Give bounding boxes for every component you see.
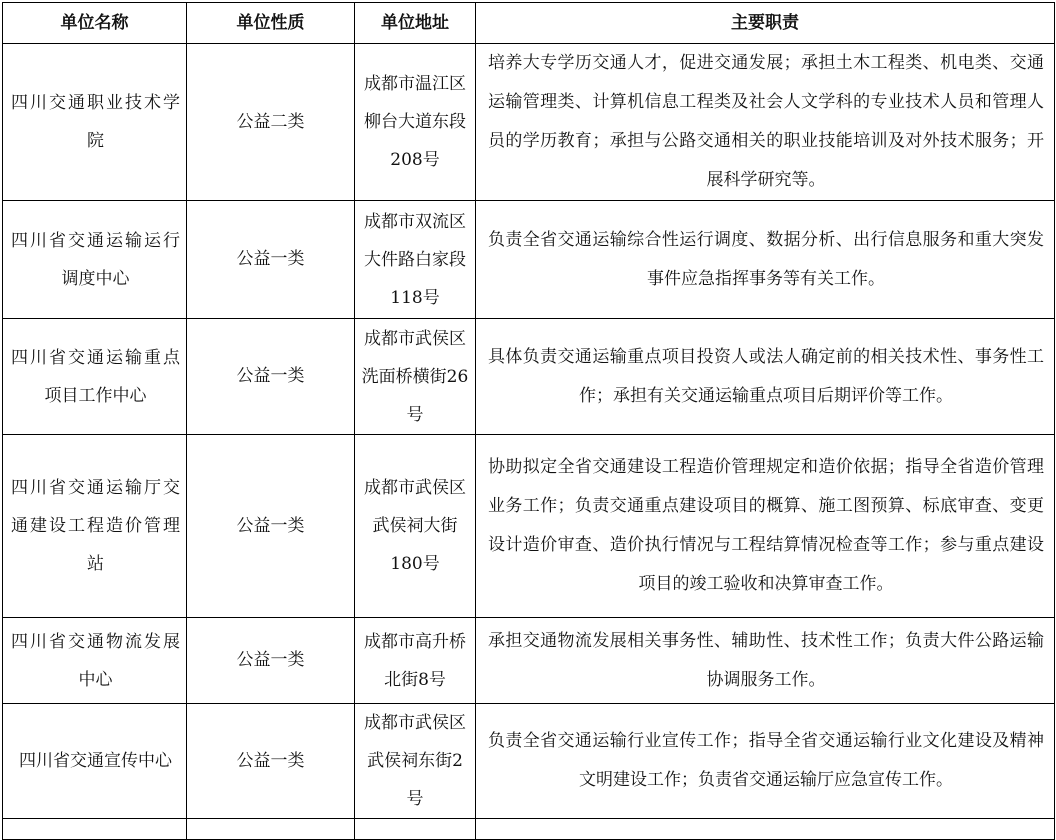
unit-duties: 协助拟定全省交通建设工程造价管理规定和造价依据；指导全省造价管理业务工作；负责交通重点建设项目的概算、施工图预算、标底审查、变更设计造价审查、造价执行情况与工程结算情况检查等工作；参与重点建设项目的竣工验收和决算审查工作。 (476, 435, 1055, 618)
unit-address: 成都市武侯区武侯祠大街180号 (355, 435, 476, 618)
unit-name: 四川交通职业技术学院 (3, 44, 187, 201)
table-row (3, 618, 1055, 704)
units-table (2, 2, 1055, 840)
table-row (3, 201, 1055, 319)
table-row (3, 44, 1055, 201)
header-row (3, 3, 1055, 44)
unit-address: 成都市武侯区洗面桥横街26号 (355, 319, 476, 435)
unit-type: 公益二类 (187, 44, 355, 201)
table-row (3, 319, 1055, 435)
unit-type: 公益一类 (187, 704, 355, 819)
unit-type: 公益一类 (187, 618, 355, 704)
unit-address: 成都市高升桥北街8号 (355, 618, 476, 704)
unit-type: 公益一类 (187, 319, 355, 435)
unit-address: 成都市温江区柳台大道东段208号 (355, 44, 476, 201)
table-row (3, 704, 1055, 819)
empty-cell (355, 819, 476, 840)
unit-duties: 具体负责交通运输重点项目投资人或法人确定前的相关技术性、事务性工作；承担有关交通运输重点项目后期评价等工作。 (476, 319, 1055, 435)
header-type: 单位性质 (187, 3, 355, 44)
unit-address: 成都市双流区大件路白家段118号 (355, 201, 476, 319)
unit-name: 四川省交通运输重点项目工作中心 (3, 319, 187, 435)
unit-name: 四川省交通宣传中心 (3, 704, 187, 819)
empty-cell (3, 819, 187, 840)
unit-type: 公益一类 (187, 435, 355, 618)
unit-name: 四川省交通运输运行调度中心 (3, 201, 187, 319)
header-address: 单位地址 (355, 3, 476, 44)
header-duties: 主要职责 (476, 3, 1055, 44)
unit-duties: 负责全省交通运输行业宣传工作；指导全省交通运输行业文化建设及精神文明建设工作；负责省交通运输厅应急宣传工作。 (476, 704, 1055, 819)
unit-duties: 负责全省交通运输综合性运行调度、数据分析、出行信息服务和重大突发事件应急指挥事务等有关工作。 (476, 201, 1055, 319)
unit-name: 四川省交通物流发展中心 (3, 618, 187, 704)
table-row-partial (3, 819, 1055, 840)
table-row (3, 435, 1055, 618)
unit-duties: 培养大专学历交通人才，促进交通发展；承担土木工程类、机电类、交通运输管理类、计算机信息工程类及社会人文学科的专业技术人员和管理人员的学历教育；承担与公路交通相关的职业技能培训及对外技术服务；开展科学研究等。 (476, 44, 1055, 201)
header-name: 单位名称 (3, 3, 187, 44)
unit-duties: 承担交通物流发展相关事务性、辅助性、技术性工作；负责大件公路运输协调服务工作。 (476, 618, 1055, 704)
empty-cell (476, 819, 1055, 840)
unit-type: 公益一类 (187, 201, 355, 319)
unit-name: 四川省交通运输厅交通建设工程造价管理站 (3, 435, 187, 618)
unit-address: 成都市武侯区武侯祠东街2号 (355, 704, 476, 819)
empty-cell (187, 819, 355, 840)
